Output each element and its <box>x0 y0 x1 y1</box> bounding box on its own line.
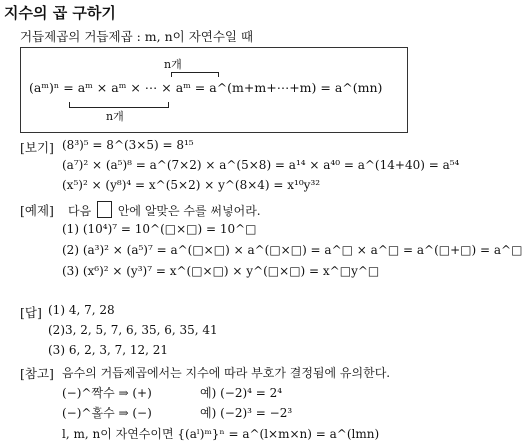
power-formula: (aᵐ)ⁿ = aᵐ × aᵐ × ⋯ × aᵐ = a^(m+m+⋯+m) = a^(mn) <box>29 80 383 95</box>
rule-odd: (−)^홀수 ⇒ (−) <box>62 406 152 420</box>
yeje-item: (1) (10⁴)⁷ = 10^(□×□) = 10^□ <box>62 222 257 236</box>
yeje-item: (3) (x⁶)² × (y³)⁷ = x^(□×□) × y^(□×□) = x^□y^□ <box>62 264 380 278</box>
dap-label: [답] <box>20 305 42 320</box>
dap-line: (2)3, 2, 5, 7, 6, 35, 6, 35, 41 <box>48 323 218 337</box>
chamgo-text: 음수의 거듭제곱에서는 지수에 따라 부호가 결정됨에 유의한다. <box>62 366 391 380</box>
dap-line: (3) 6, 2, 3, 7, 12, 21 <box>48 343 169 357</box>
bogi-label: [보기] <box>20 140 54 155</box>
yeje-label: [예제] <box>20 203 54 218</box>
page-title: 지수의 곱 구하기 <box>4 4 116 22</box>
example-even: 예) (−2)⁴ = 2⁴ <box>200 386 283 400</box>
yeje-instruction: 다음 안에 알맞은 수를 써넣어라. <box>68 201 261 219</box>
top-bracket <box>171 72 219 77</box>
chamgo-label: [참고] <box>20 366 54 381</box>
intro-text: 거듭제곱의 거듭제곱 : m, n이 자연수일 때 <box>20 29 254 44</box>
formula-box <box>20 47 408 133</box>
example-odd: 예) (−2)³ = −2³ <box>200 406 293 420</box>
bogi-line: (a⁷)² × (a⁵)⁸ = a^(7×2) × a^(5×8) = a¹⁴ × a⁴⁰ = a^(14+40) = a⁵⁴ <box>62 158 460 172</box>
rule-even: (−)^짝수 ⇒ (+) <box>62 386 152 400</box>
box-top-label: n개 <box>164 58 182 71</box>
yeje-item: (2) (a³)² × (a⁵)⁷ = a^(□×□) × a^(□×□) = a^□ × a^□ = a^(□+□) = a^□ <box>62 243 522 257</box>
bogi-line: (8³)⁵ = 8^(3×5) = 8¹⁵ <box>62 138 194 152</box>
bogi-line: (x⁵)² × (y⁸)⁴ = x^(5×2) × y^(8×4) = x¹⁰y³² <box>62 178 321 192</box>
blank-box <box>97 201 112 218</box>
box-bottom-label: n개 <box>106 110 124 123</box>
dap-line: (1) 4, 7, 28 <box>48 303 115 317</box>
final-rule: l, m, n이 자연수이면 {(aˡ)ᵐ}ⁿ = a^(l×m×n) = a^(lmn) <box>62 427 380 441</box>
